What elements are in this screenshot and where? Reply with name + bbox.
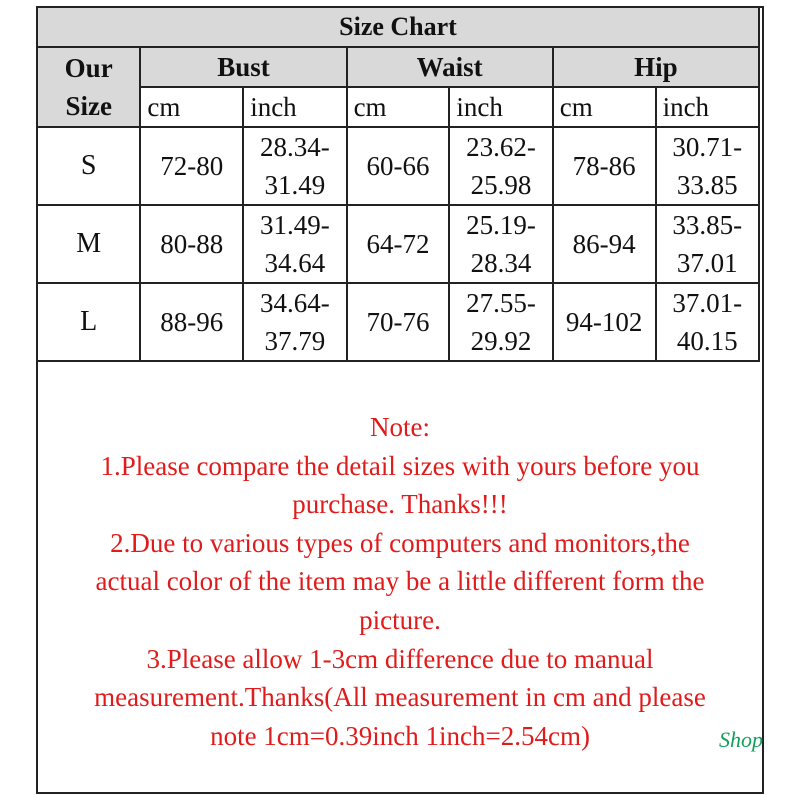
size-cell: M [37,205,140,283]
bust-inch-cell: 31.49-34.64 [243,205,346,283]
hip-cm-cell: 78-86 [553,127,656,205]
unit-header: inch [656,87,759,127]
waist-header: Waist [347,47,553,87]
size-chart-frame [36,6,764,794]
our-size-label: Our Size [64,53,113,121]
unit-header: cm [553,87,656,127]
note-line: 2.Due to various types of computers and monitors,the [110,527,690,558]
bust-cm-cell: 80-88 [140,205,243,283]
bust-cm-cell: 72-80 [140,127,243,205]
note-line: note 1cm=0.39inch 1inch=2.54cm) [210,720,590,751]
hip-inch-cell: 33.85-37.01 [656,205,759,283]
bust-header: Bust [140,47,346,87]
size-chart-table [36,6,760,362]
shop-watermark: Shop [719,727,763,752]
table-title: Size Chart [37,7,759,47]
bust-inch-cell: 28.34-31.49 [243,127,346,205]
table-row [37,205,759,283]
waist-inch-cell: 27.55-29.92 [449,283,552,361]
note-line: 3.Please allow 1-3cm difference due to manual [146,643,654,674]
waist-cm-cell: 60-66 [347,127,450,205]
note-line: picture. [359,604,441,635]
bust-inch-cell: 34.64-37.79 [243,283,346,361]
size-cell: L [37,283,140,361]
size-cell: S [37,127,140,205]
waist-inch-cell: 25.19-28.34 [449,205,552,283]
note-heading: Note: [370,412,430,442]
hip-cm-cell: 86-94 [553,205,656,283]
note-line: 1.Please compare the detail sizes with yours before you [100,450,700,481]
note-line: measurement.Thanks(All measurement in cm and please [94,682,706,713]
our-size-header [37,47,140,127]
hip-inch-cell: 30.71-33.85 [656,127,759,205]
hip-inch-cell: 37.01-40.15 [656,283,759,361]
table-row [37,127,759,205]
note-line: actual color of the item may be a little different form the [95,566,705,597]
unit-header: inch [243,87,346,127]
bust-cm-cell: 88-96 [140,283,243,361]
waist-inch-cell: 23.62-25.98 [449,127,552,205]
unit-header: cm [347,87,450,127]
waist-cm-cell: 70-76 [347,283,450,361]
unit-header: inch [449,87,552,127]
hip-header: Hip [553,47,759,87]
notes-block [38,408,762,755]
table-row [37,283,759,361]
hip-cm-cell: 94-102 [553,283,656,361]
unit-header: cm [140,87,243,127]
waist-cm-cell: 64-72 [347,205,450,283]
note-line: purchase. Thanks!!! [292,489,508,520]
